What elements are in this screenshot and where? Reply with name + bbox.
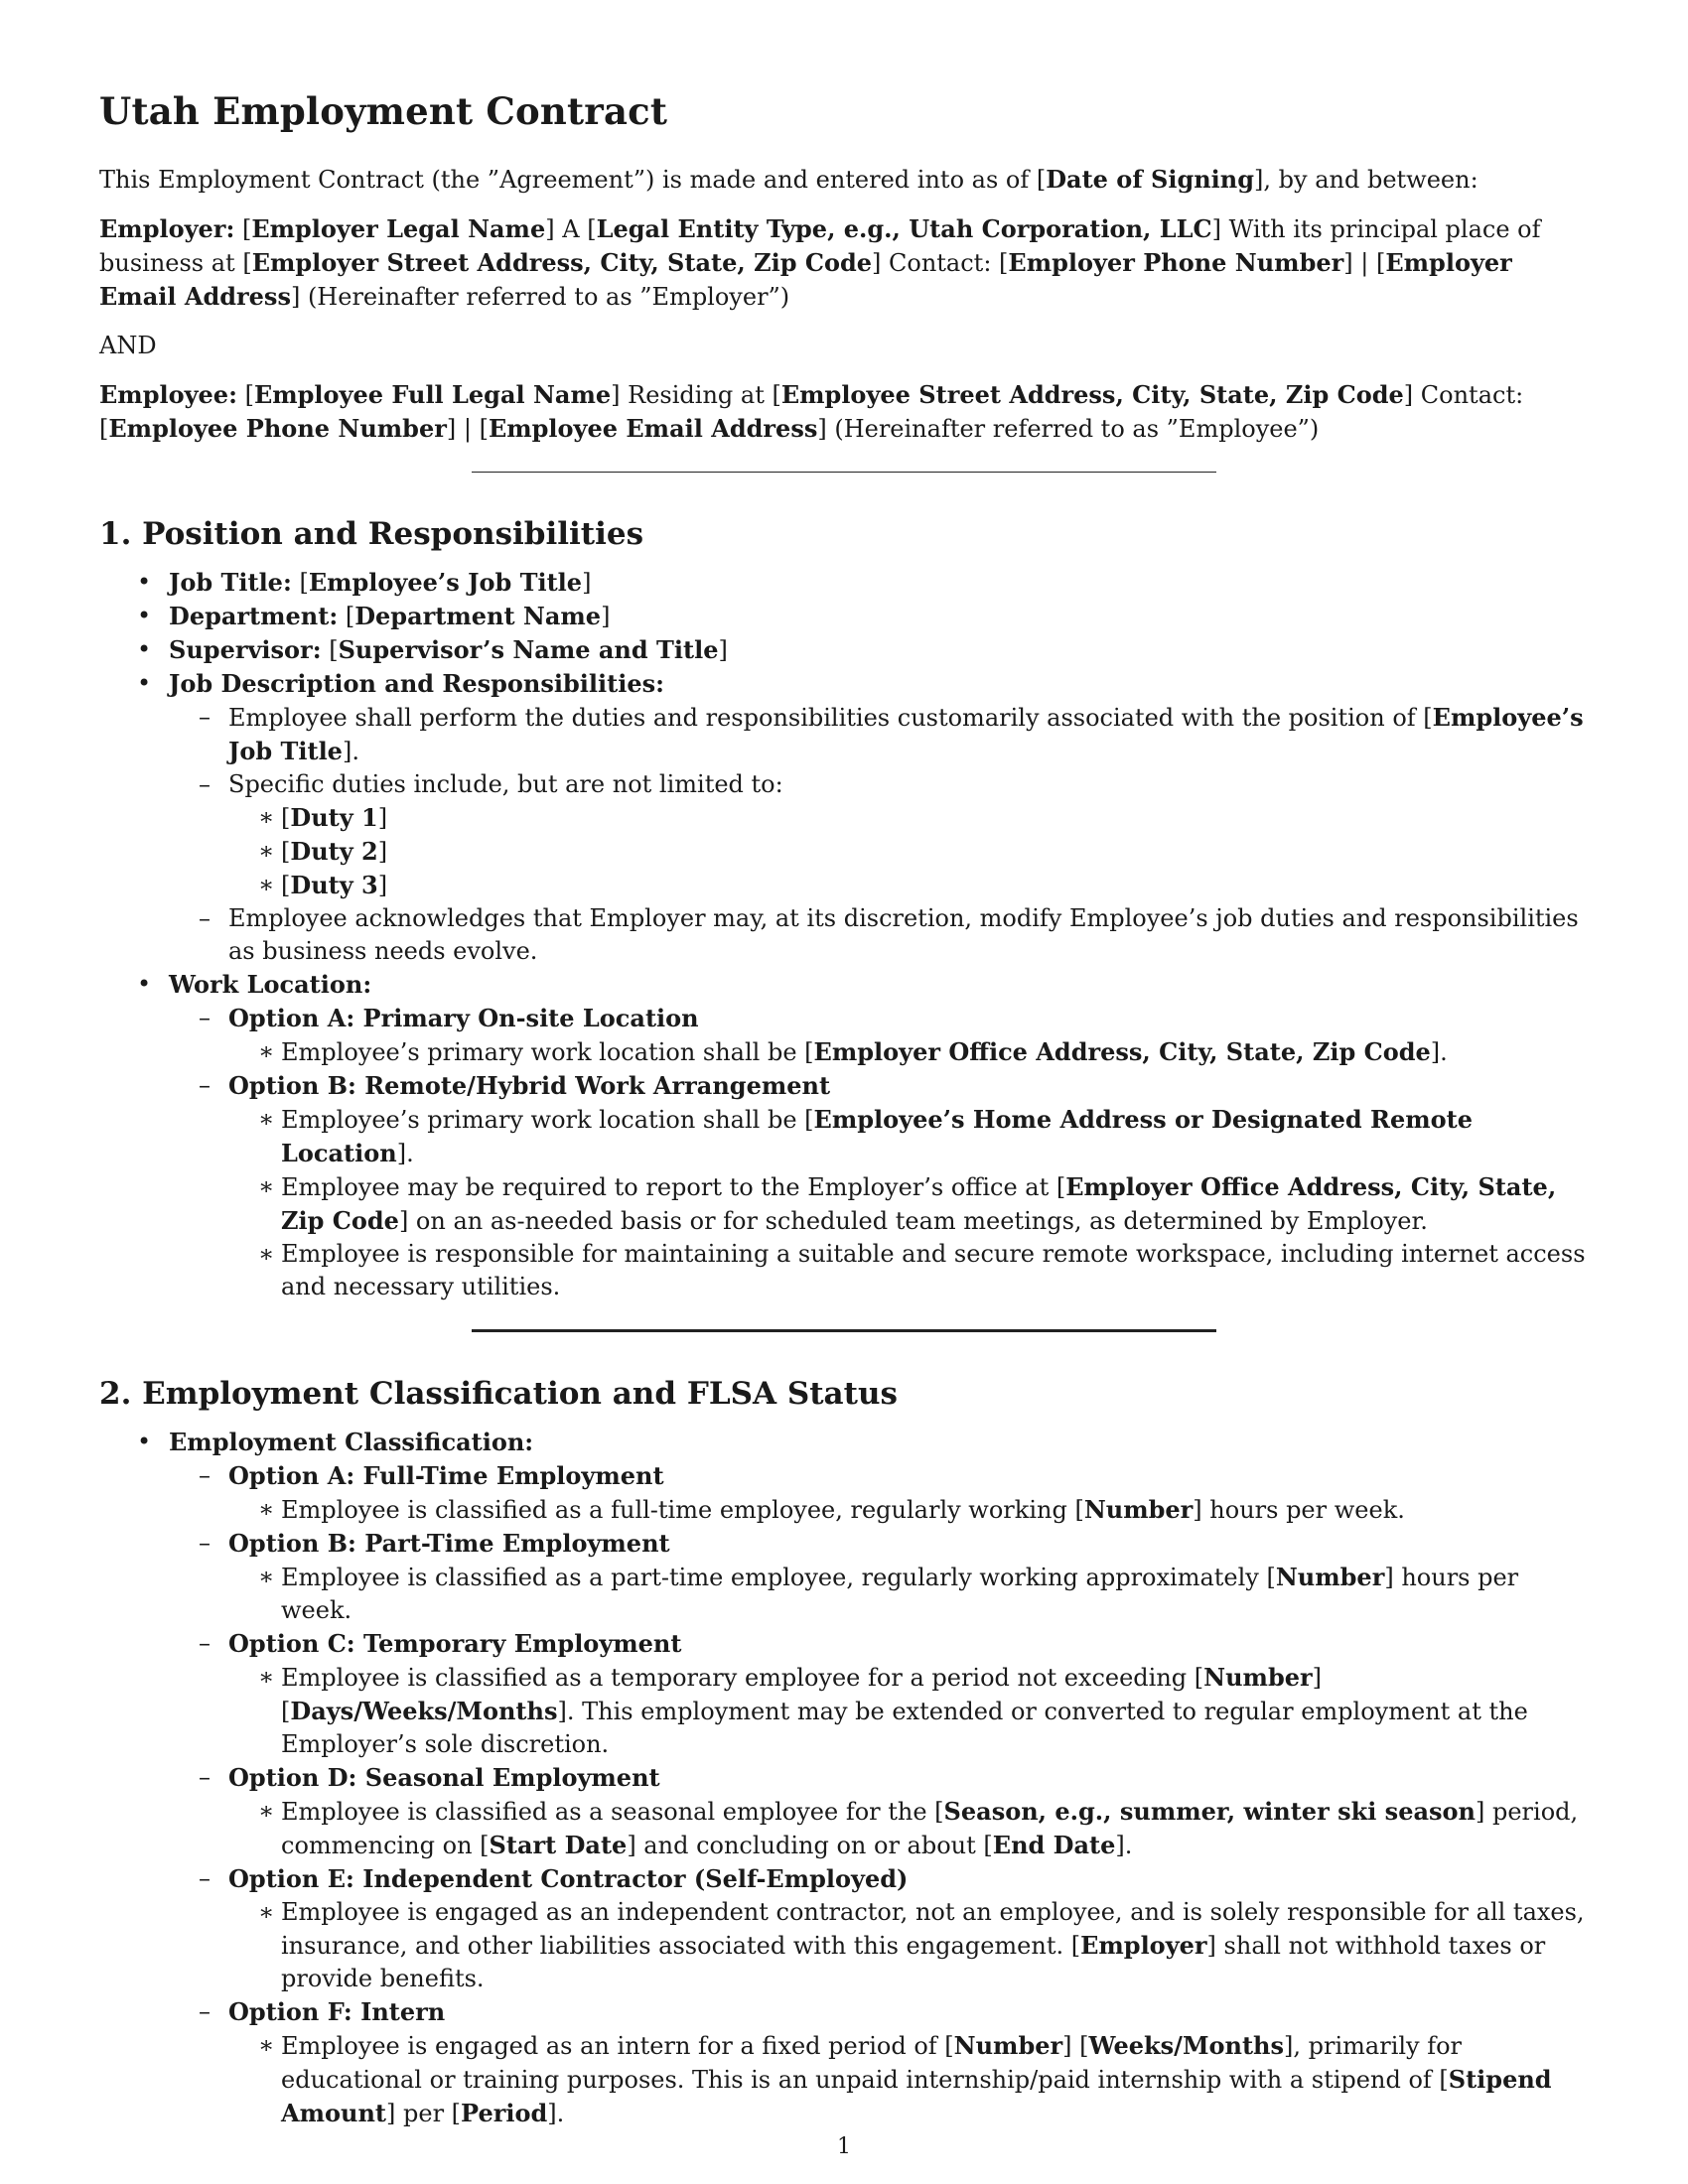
sub-sub-list — [281, 1561, 1589, 1627]
placeholder: Employer Phone Number — [1008, 248, 1344, 277]
party-label: Employer: — [99, 214, 235, 243]
sub-list — [228, 1002, 1589, 1303]
sub-sub-list — [281, 1493, 1589, 1527]
party-label: Employee: — [99, 380, 237, 409]
list-item: • Job Description and Responsibilities: – Employee shall perform the duties and responsibilities customarily associated with the position of [Employee’s Job Title]. – Specific duties include, but are not limited to: ∗ [Duty 1] ∗ [Duty 2] ∗ [Duty 3] – Employee acknowledges that Employer may, at its discretion, modify Employee’s job duties and responsibilities as business needs evolve. — [99, 667, 1589, 968]
sub-sub-list — [281, 1103, 1589, 1303]
page-number: 1 — [837, 2134, 851, 2159]
sub-sub-list — [281, 1896, 1589, 1995]
list-item: ∗ Employee may be required to report to the Employer’s office at [Employer Office Address, City, State, Zip Code] on an as-needed basis or for scheduled team meetings, as determined by Employer. — [228, 1170, 1589, 1238]
list-item: – Employee acknowledges that Employer may, at its discretion, modify Employee’s job duties and responsibilities as business needs evolve. — [169, 902, 1589, 968]
list-item: ∗ Employee’s primary work location shall be [Employee’s Home Address or Designated Remote Location]. — [228, 1103, 1589, 1170]
placeholder: Legal Entity Type, e.g., Utah Corporation, LLC — [596, 214, 1212, 243]
list-item: ∗ [Duty 3] — [228, 869, 1589, 902]
placeholder: Date of Signing — [1046, 165, 1255, 194]
sub-list — [228, 1459, 1589, 2130]
horizontal-rule — [472, 1329, 1216, 1332]
list-item: – Option D: Seasonal Employment ∗ Employee is classified as a seasonal employee for the [Season, e.g., summer, winter ski season] period, commencing on [Start Date] and concluding on or about [End Date]. — [169, 1761, 1589, 1862]
list-item: • Supervisor: [Supervisor’s Name and Title] — [99, 633, 1589, 667]
employee-paragraph: Employee: [Employee Full Legal Name] Residing at [Employee Street Address, City, State, Zip Code] Contact: [Employee Phone Number] | [Employee Email Address] (Hereinafter referred to as ”Employee”) — [99, 380, 1524, 443]
section-heading: 2. Employment Classification and FLSA Status — [99, 1376, 898, 1412]
list-item: – Option E: Independent Contractor (Self-Employed) ∗ Employee is engaged as an independent contractor, not an employee, and is solely responsible for all taxes, insurance, and other liabilities associated with this engagement. [Employer] shall not withhold taxes or provide benefits. — [169, 1862, 1589, 1995]
list-item: – Option C: Temporary Employment ∗ Employee is classified as a temporary employee for a period not exceeding [Number] [Days/Weeks/Months]. This employment may be extended or converted to regular employment at the Employer’s sole discretion. — [169, 1627, 1589, 1761]
sub-sub-list — [281, 1035, 1589, 1069]
employer-paragraph: Employer: [Employer Legal Name] A [Legal Entity Type, e.g., Utah Corporation, LLC] With its principal place of business at [Employer Street Address, City, State, Zip Code] Contact: [Employer Phone Number] | [Employer Email Address] (Hereinafter referred to as ”Employer”) — [99, 214, 1541, 311]
duty-list — [281, 801, 1589, 902]
list-item: ∗ Employee is engaged as an independent contractor, not an employee, and is solely responsible for all taxes, insurance, and other liabilities associated with this engagement. [Employer] shall not withhold taxes or provide benefits. — [228, 1896, 1589, 1995]
placeholder: Employer Street Address, City, State, Zip Code — [251, 248, 873, 277]
list-item: – Option A: Full-Time Employment ∗ Employee is classified as a full-time employee, regularly working [Number] hours per week. — [169, 1459, 1589, 1527]
section2-list — [99, 1426, 1589, 2130]
list-item: – Employee shall perform the duties and responsibilities customarily associated with the position of [Employee’s Job Title]. — [169, 701, 1589, 768]
list-item: ∗ Employee’s primary work location shall be [Employer Office Address, City, State, Zip Code]. — [228, 1035, 1589, 1069]
section1-list — [99, 566, 1589, 1303]
placeholder: Employer Email Address — [99, 248, 1512, 311]
list-item: – Option B: Part-Time Employment ∗ Employee is classified as a part-time employee, regularly working approximately [Number] hours per week. — [169, 1527, 1589, 1627]
list-item: ∗ Employee is engaged as an intern for a fixed period of [Number] [Weeks/Months], primarily for educational or training purposes. This is an unpaid internship/paid internship with a stipend of [Stipend Amount] per [Period]. — [228, 2029, 1589, 2130]
placeholder: Employee Full Legal Name — [253, 380, 612, 409]
list-item: ∗ Employee is responsible for maintaining a suitable and secure remote workspace, including internet access and necessary utilities. — [228, 1238, 1589, 1303]
and-separator: AND — [99, 332, 157, 359]
horizontal-rule — [472, 472, 1216, 473]
list-item: • Department: [Department Name] — [99, 600, 1589, 633]
list-item: – Option B: Remote/Hybrid Work Arrangement ∗ Employee’s primary work location shall be [Employee’s Home Address or Designated Remote Location]. ∗ Employee may be required to report to the Employer’s office at [Employer Office Address, City, State, Zip Code] on an as-needed basis or for scheduled team meetings, as determined by Employer. ∗ Employee is responsible for maintaining a suitable and secure remote workspace, including internet access and necessary utilities. — [169, 1069, 1589, 1303]
list-item: – Specific duties include, but are not limited to: ∗ [Duty 1] ∗ [Duty 2] ∗ [Duty 3] — [169, 768, 1589, 902]
placeholder: Employer Legal Name — [251, 214, 546, 243]
placeholder: Employee Street Address, City, State, Zip Code — [780, 380, 1404, 409]
sub-sub-list — [281, 1661, 1589, 1761]
placeholder: Employee Phone Number — [108, 414, 447, 443]
document-title: Utah Employment Contract — [99, 89, 668, 133]
sub-sub-list — [281, 1795, 1589, 1862]
sub-sub-list — [281, 2029, 1589, 2130]
list-item: ∗ [Duty 2] — [228, 835, 1589, 869]
list-item: ∗ Employee is classified as a temporary employee for a period not exceeding [Number] [Days/Weeks/Months]. This employment may be extended or converted to regular employment at the Employer’s sole discretion. — [228, 1661, 1589, 1761]
section-heading: 1. Position and Responsibilities — [99, 516, 644, 552]
intro-paragraph: This Employment Contract (the ”Agreement”) is made and entered into as of [Date of Signing], by and between: — [99, 165, 1478, 194]
list-item: • Job Title: [Employee’s Job Title] — [99, 566, 1589, 600]
list-item: ∗ [Duty 1] — [228, 801, 1589, 835]
list-item: – Option A: Primary On-site Location ∗ Employee’s primary work location shall be [Employer Office Address, City, State, Zip Code]. — [169, 1002, 1589, 1069]
list-item: ∗ Employee is classified as a seasonal employee for the [Season, e.g., summer, winter ski season] period, commencing on [Start Date] and concluding on or about [End Date]. — [228, 1795, 1589, 1862]
sub-list — [228, 701, 1589, 968]
list-item: • Employment Classification: – Option A: Full-Time Employment ∗ Employee is classified as a full-time employee, regularly working [Number] hours per week. – Option B: Part-Time Employment ∗ Employee is classified as a part-time employee, regularly working approximately [Number] hours per week. – Option C: Temporary Employment ∗ Employee is classified as a temporary employee for a period not exceeding [Number] [Days/Weeks/Months]. This employment may be extended or converted to regular employment at the Employer’s sole discretion. – Option D: Seasonal Employment ∗ Employee is classified as a seasonal employee for the [Season, e.g., summer, winter ski season] period, commencing on [Start Date] and concluding on or about [End Date]. – Option E: Independent Contractor (Self-Employed) ∗ Employee is engaged as an independent contractor, not an employee, and is solely responsible for all taxes, insurance, and other liabilities associated with this engagement. [Employer] shall not withhold taxes or provide benefits. – Option F: Intern ∗ Employee is engaged as an intern for a fixed period of [Number] [Weeks/Months], primarily for educational or training purposes. This is an unpaid internship/paid internship with a stipend of [Stipend Amount] per [Period]. — [99, 1426, 1589, 2130]
placeholder: Employee Email Address — [488, 414, 818, 443]
list-item: – Option F: Intern ∗ Employee is engaged as an intern for a fixed period of [Number] [Weeks/Months], primarily for educational or training purposes. This is an unpaid internship/paid internship with a stipend of [Stipend Amount] per [Period]. — [169, 1995, 1589, 2130]
list-item: • Work Location: – Option A: Primary On-site Location ∗ Employee’s primary work location shall be [Employer Office Address, City, State, Zip Code]. – Option B: Remote/Hybrid Work Arrangement ∗ Employee’s primary work location shall be [Employee’s Home Address or Designated Remote Location]. ∗ Employee may be required to report to the Employer’s office at [Employer Office Address, City, State, Zip Code] on an as-needed basis or for scheduled team meetings, as determined by Employer. ∗ Employee is responsible for maintaining a suitable and secure remote workspace, including internet access and necessary utilities. — [99, 968, 1589, 1303]
list-item: ∗ Employee is classified as a part-time employee, regularly working approximately [Number] hours per week. — [228, 1561, 1589, 1627]
contract-page — [99, 79, 1589, 2130]
list-item: ∗ Employee is classified as a full-time employee, regularly working [Number] hours per week. — [228, 1493, 1589, 1527]
